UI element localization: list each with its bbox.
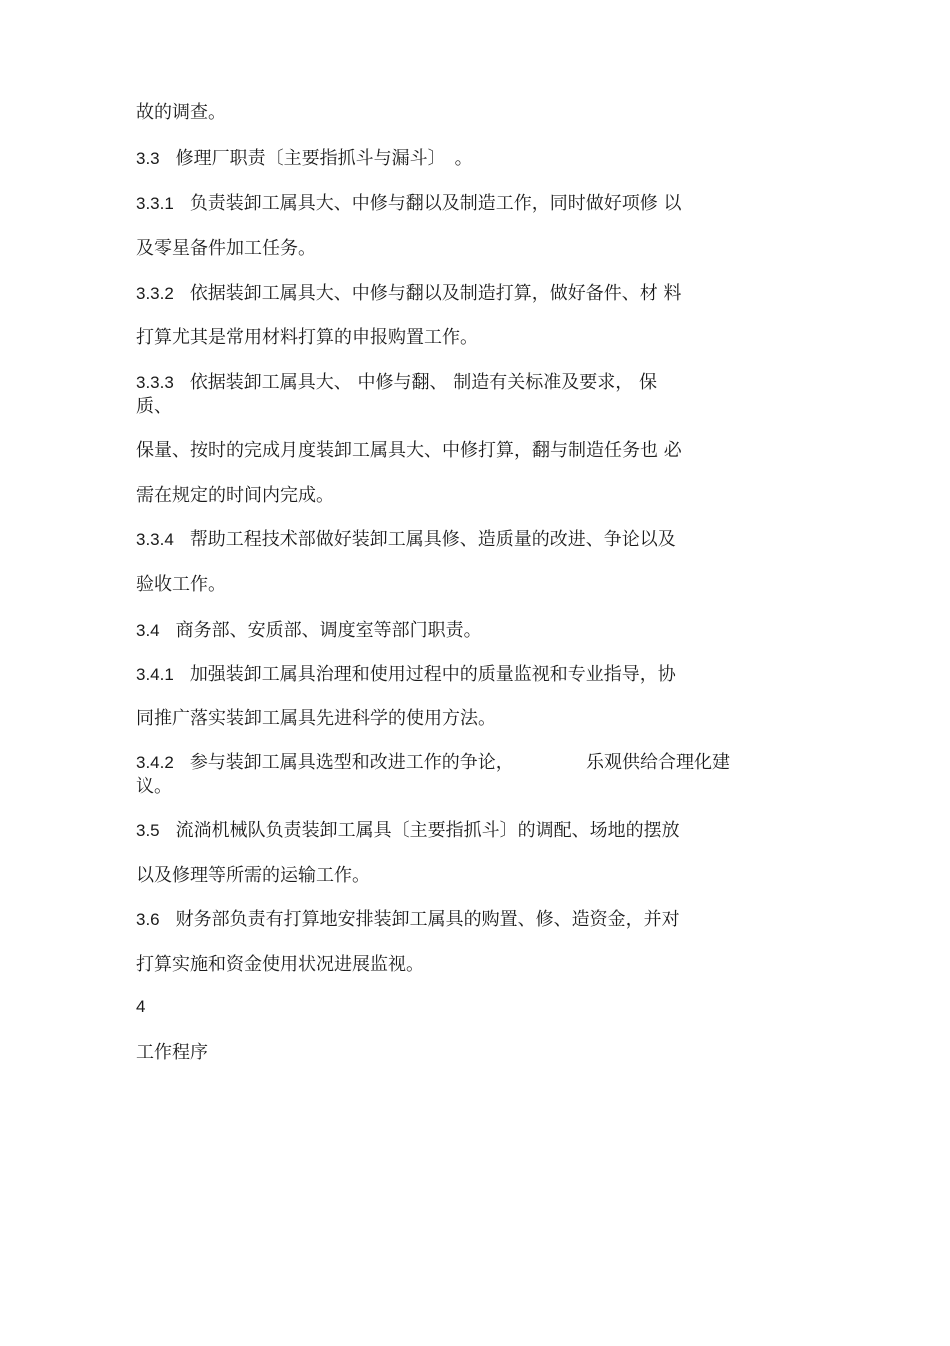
text-line: 打算尤其是常用材料打算的申报购置工作。 (136, 327, 478, 348)
text-line: 需在规定的时间内完成。 (136, 485, 334, 506)
section-number: 3.3.4 (136, 530, 174, 549)
section-heading: 3.5 流淌机械队负责装卸工属具〔主要指抓斗〕的调配、场地的摆放 (136, 820, 680, 841)
section-number: 3.6 (136, 910, 160, 929)
text-line: 打算实施和资金使用状况进展监视。 (136, 954, 424, 975)
text-line: 3.4.2 参与装卸工属具选型和改进工作的争论， (136, 752, 514, 773)
section-number: 3.3 (136, 149, 160, 168)
chapter-number: 4 (136, 997, 146, 1016)
text-line: 故的调查。 (136, 102, 226, 123)
section-number: 3.3.3 (136, 373, 174, 392)
text-line: 以及修理等所需的运输工作。 (136, 865, 370, 886)
text-line: 同推广落实装卸工属具先进科学的使用方法。 (136, 708, 496, 729)
section-number: 3.4.1 (136, 665, 174, 684)
section-number: 3.5 (136, 821, 160, 840)
text-line: 3.3.2 依据装卸工属具大、中修与翻以及制造打算，做好备件、材 料 (136, 283, 682, 304)
text-line: 验收工作。 (136, 574, 226, 595)
section-heading: 3.6 财务部负责有打算地安排装卸工属具的购置、修、造资金，并对 (136, 909, 680, 930)
text-line: 3.4.1 加强装卸工属具治理和使用过程中的质量监视和专业指导，协 (136, 664, 676, 685)
section-number: 3.3.2 (136, 284, 174, 303)
text-line: 及零星备件加工任务。 (136, 238, 316, 259)
text-line: 3.3.3 依据装卸工属具大、 中修与翻、 制造有关标准及要求， 保 (136, 372, 657, 393)
section-heading: 3.3 修理厂职责〔主要指抓斗与漏斗〕 。 (136, 148, 473, 169)
text-line: 乐观供给合理化建 (586, 752, 730, 773)
chapter-title: 工作程序 (136, 1042, 208, 1063)
section-number: 3.4.2 (136, 753, 174, 772)
section-number: 3.4 (136, 621, 160, 640)
text-line: 3.3.4 帮助工程技术部做好装卸工属具修、造质量的改进、争论以及 (136, 529, 676, 550)
section-number: 3.3.1 (136, 194, 174, 213)
text-line: 3.3.1 负责装卸工属具大、中修与翻以及制造工作，同时做好项修 以 (136, 193, 682, 214)
text-line: 质、 (136, 396, 172, 417)
text-line: 保量、按时的完成月度装卸工属具大、中修打算，翻与制造任务也 必 (136, 440, 682, 461)
section-heading: 3.4 商务部、安质部、调度室等部门职责。 (136, 620, 482, 641)
text-line: 议。 (136, 776, 172, 797)
